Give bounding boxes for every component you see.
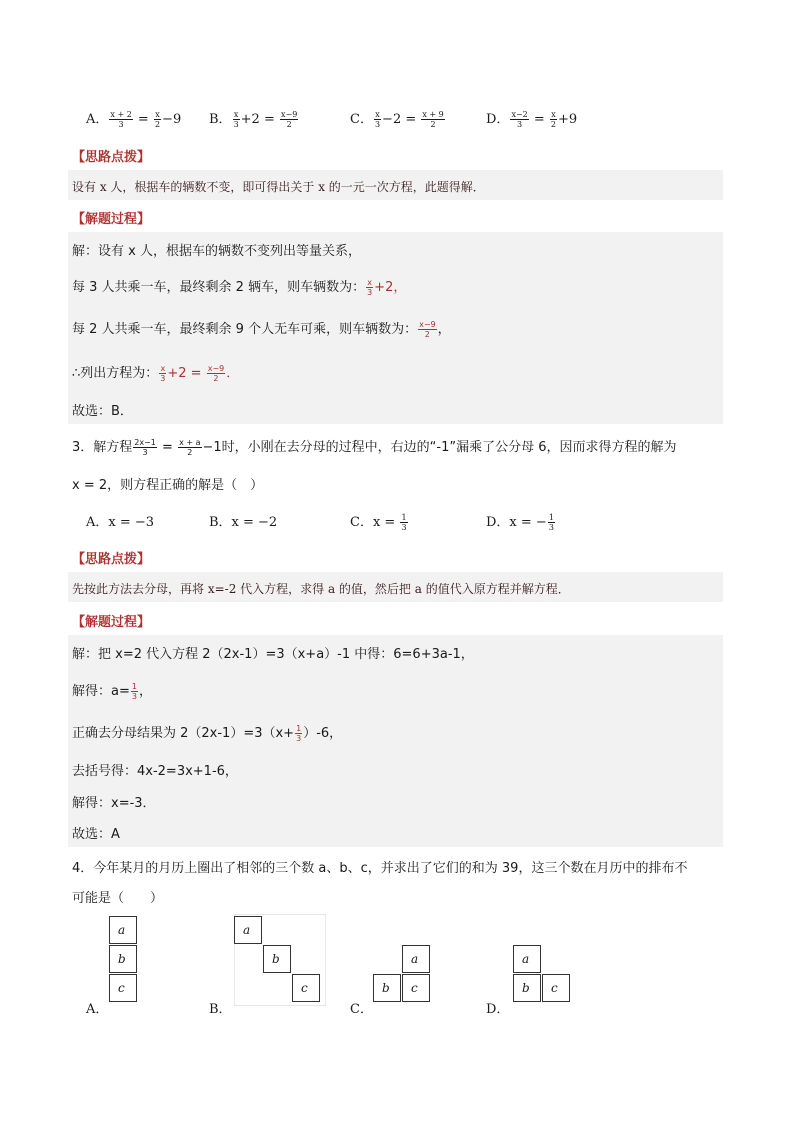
cell-c: c (542, 974, 570, 1002)
q4-stem-line2: 可能是（ ） (72, 891, 164, 906)
cell-a: a (513, 945, 541, 973)
q3-stem-line2: x = 2，则方程正确的解是（ ） (72, 478, 264, 493)
q3-option-c: C．x = $\frac{1}{3}$ (350, 513, 407, 532)
q2-option-c: C． $\frac{x}{3}$ −2 = $\frac{x + 9}{2}$ (350, 110, 444, 129)
q2-option-b: B． $\frac{x}{3}$ +2 = $\frac{x-9}{2}$ (209, 110, 298, 129)
cell-a: a (109, 916, 137, 944)
q2-hint-title: 【思路点拨】 (72, 150, 151, 165)
q4-stem-line1: 4．今年某月的月历上圈出了相邻的三个数 a、b、c，并求出了它们的和为 39，这三个数在月历中的排布不 (72, 861, 688, 876)
q3-option-d: D．x = − $\frac{1}{3}$ (486, 513, 554, 532)
q2-solution-line3: 每 2 人共乘一车，最终剩余 9 个人无车可乘，则车辆数为： $\frac{x-9}{2}$ ， (72, 320, 451, 339)
q3-solution-line4: 去括号得：4x-2=3x+1-6， (72, 764, 238, 779)
cell-c: c (292, 974, 320, 1002)
cell-b: b (109, 945, 137, 973)
q4-option-c-label: C． (350, 1002, 373, 1017)
q2-option-d: D． $\frac{x-2}{3}$ = $\frac{x}{2}$ +9 (486, 110, 578, 129)
q2-solution-line4: ∴列出方程为： $\frac{x}{3}$ +2 = $\frac{x-9}{2}$ ． (72, 364, 240, 383)
cell-a: a (234, 916, 262, 944)
q4-option-b-label: B． (209, 1002, 232, 1017)
q4-option-a-label: A． (86, 1002, 109, 1017)
cell-a: a (402, 945, 430, 973)
q3-solution-title: 【解题过程】 (72, 615, 151, 630)
q3-hint-title: 【思路点拨】 (72, 552, 151, 567)
q4-option-d-label: D． (486, 1002, 510, 1017)
q3-option-b: B．x = −2 (209, 515, 278, 530)
cell-b: b (513, 974, 541, 1002)
q3-solution-line3: 正确去分母结果为 2（2x-1）=3（x+ $\frac{1}{3}$ ）-6， (72, 724, 343, 743)
q3-solution-line6: 故选：A (72, 827, 120, 842)
q3-solution-line5: 解得：x=-3． (72, 796, 156, 811)
cell-b: b (263, 945, 291, 973)
cell-b: b (373, 974, 401, 1002)
q3-stem-line1: 3．解方程 $\frac{2x-1}{3}$ = $\frac{x + a}{2}$ −1时，小刚在去分母的过程中，右边的“-1”漏乘了公分母 6，因而求得方程的解为 (72, 438, 677, 457)
q2-solution-title: 【解题过程】 (72, 212, 151, 227)
q2-solution-line1: 解：设有 x 人，根据车的辆数不变列出等量关系， (72, 244, 361, 259)
q2-solution-line2: 每 3 人共乘一车，最终剩余 2 辆车，则车辆数为： $\frac{x}{3}$ +2， (72, 278, 407, 297)
q2-option-a: A． $\frac{x + 2}{3}$ = $\frac{x}{2}$ −9 (86, 110, 182, 129)
cell-c: c (402, 974, 430, 1002)
q2-solution-line5: 故选：B． (72, 404, 133, 419)
cell-c: c (109, 974, 137, 1002)
q3-hint-text: 先按此方法去分母，再将 x=-2 代入方程，求得 a 的值，然后把 a 的值代入原方程并解方程． (72, 582, 570, 596)
q3-solution-line1: 解：把 x=2 代入方程 2（2x-1）=3（x+a）-1 中得：6=6+3a-1， (72, 647, 474, 662)
q2-hint-text: 设有 x 人，根据车的辆数不变，即可得出关于 x 的一元一次方程，此题得解． (72, 180, 485, 194)
q3-option-a: A．x = −3 (86, 515, 155, 530)
q3-solution-line2: 解得：a= $\frac{1}{3}$ ， (72, 682, 152, 701)
